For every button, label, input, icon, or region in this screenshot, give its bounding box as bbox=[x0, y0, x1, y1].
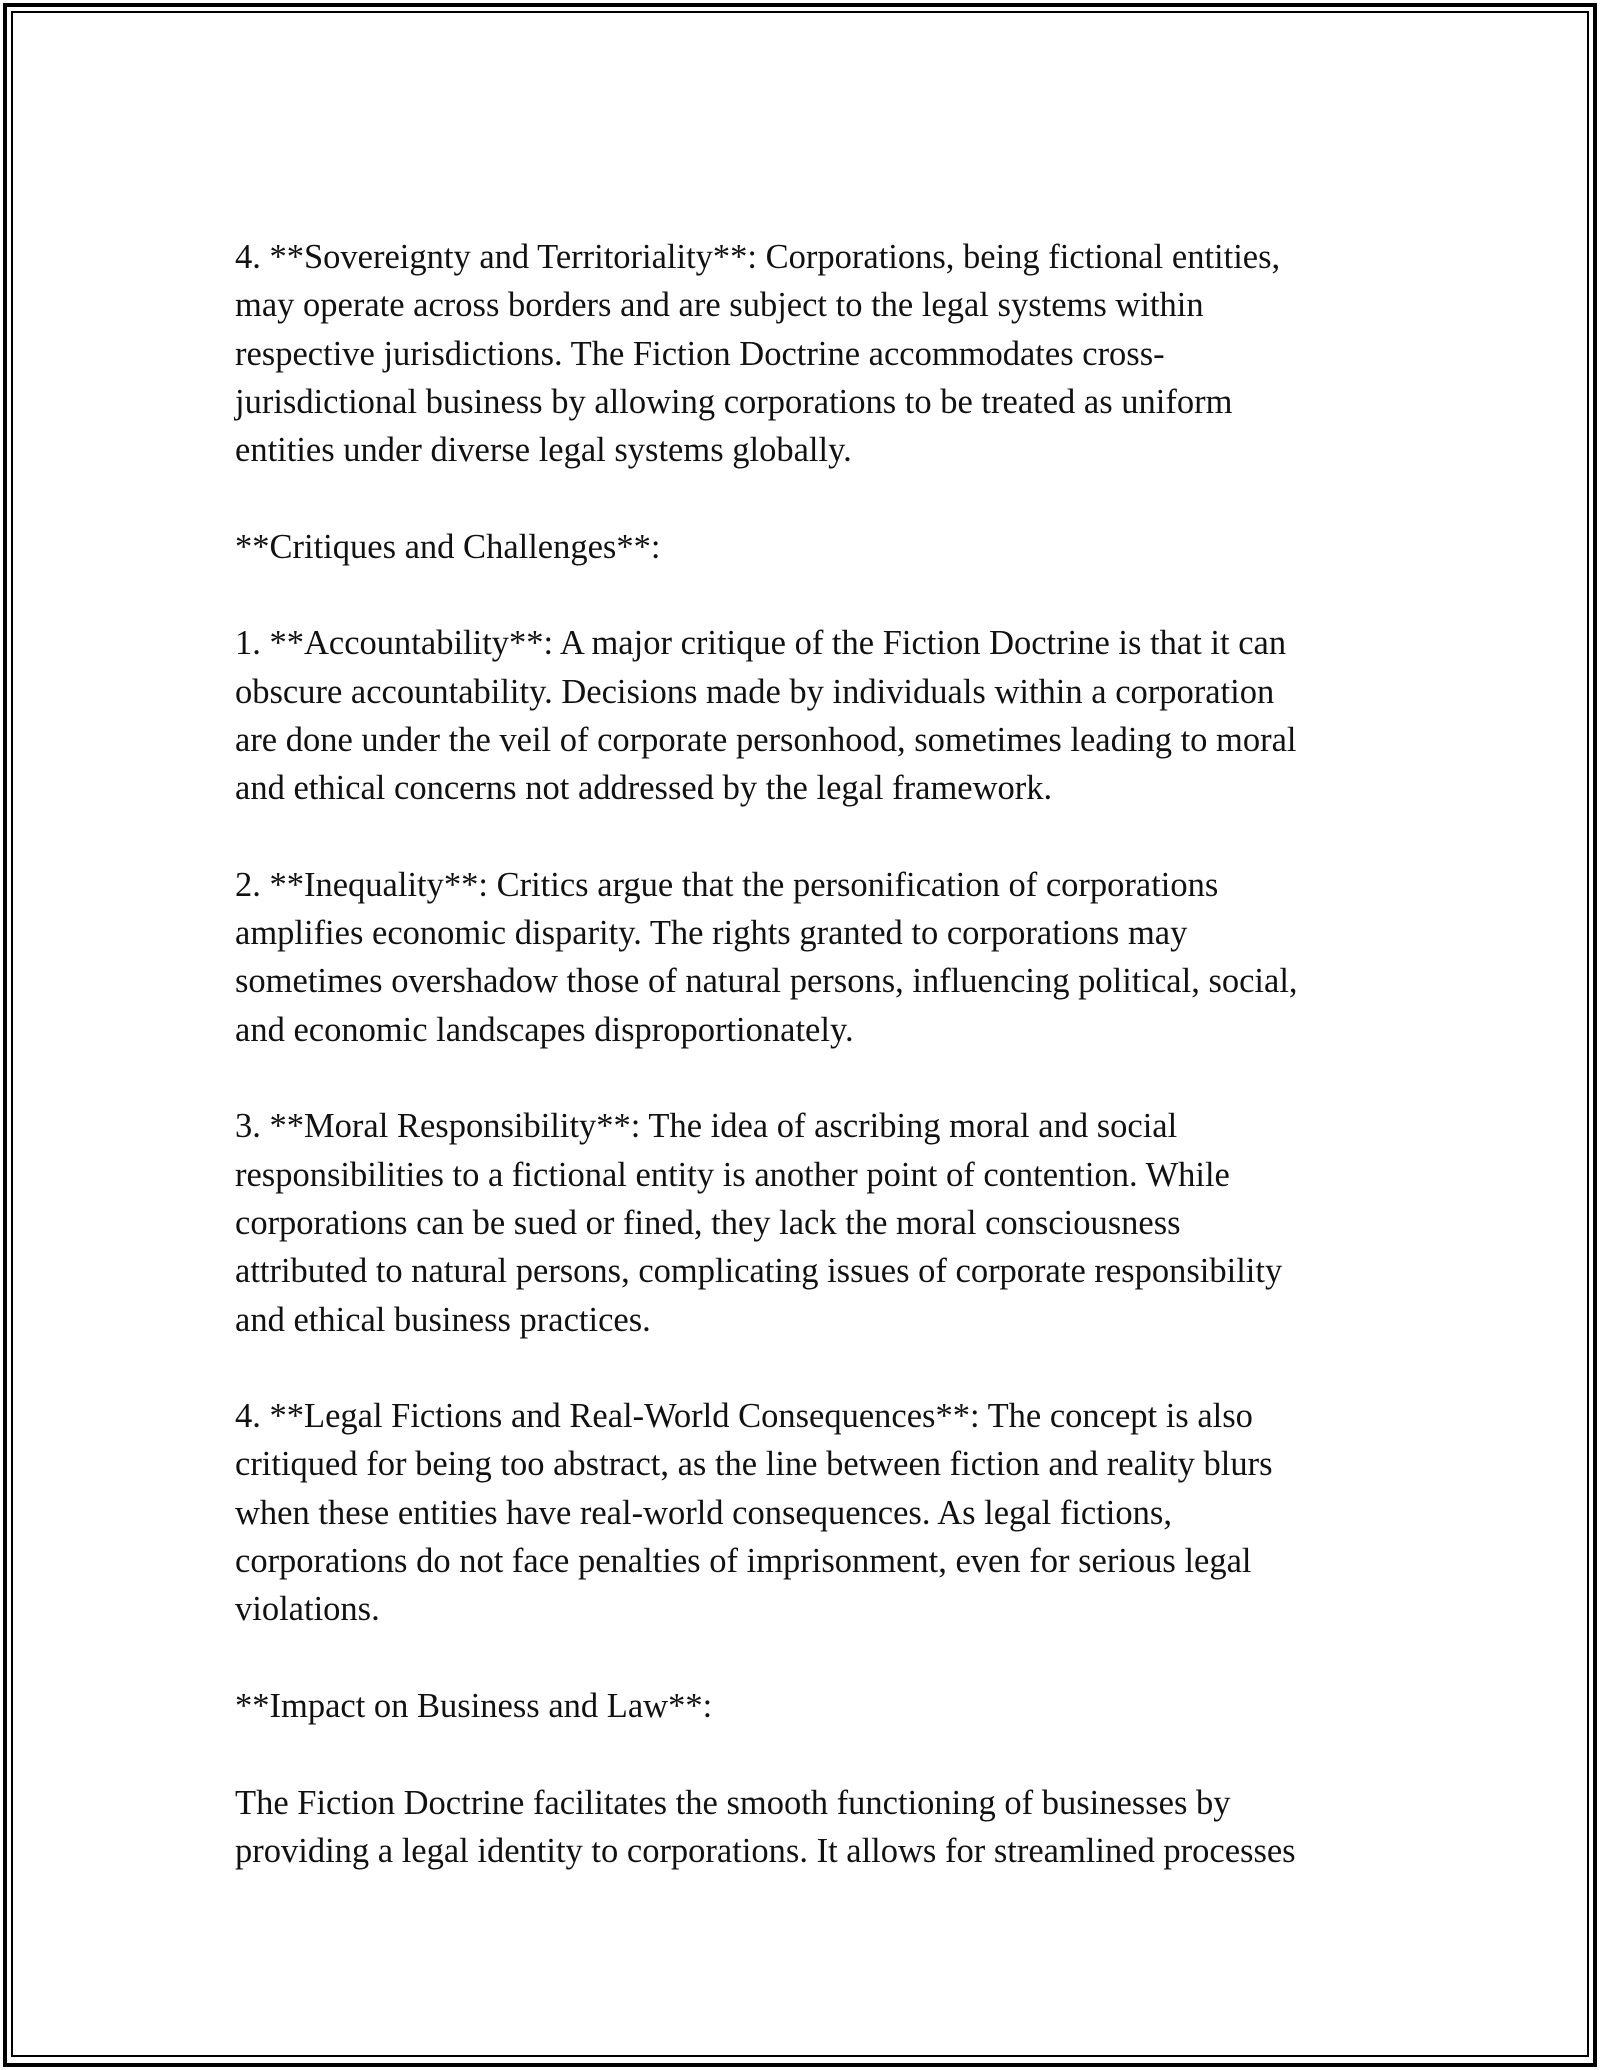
document-body bbox=[235, 233, 1385, 1923]
heading-impact-business-law: **Impact on Business and Law**: bbox=[235, 1686, 713, 1725]
paragraph-fiction-doctrine-impact: The Fiction Doctrine facilitates the smooth functioning of businesses by providing a legal identity to corporations. It allows for streamlined processes bbox=[235, 1783, 1296, 1870]
paragraph-accountability: 1. **Accountability**: A major critique of the Fiction Doctrine is that it can obscure accountability. Decisions made by individuals within a corporation are done under the veil of corporate personhood, sometimes leading to moral and ethical concerns not addressed by the legal framework. bbox=[235, 624, 1297, 808]
paragraph-moral-responsibility: 3. **Moral Responsibility**: The idea of ascribing moral and social responsibilities to a fictional entity is another point of contention. While corporations can be sued or fined, they lack the moral consciousness attributed to natural persons, complicating issues of corporate responsibility and ethical business practices. bbox=[235, 1107, 1283, 1339]
paragraph-sovereignty-territoriality: 4. **Sovereignty and Territoriality**: Corporations, being fictional entities, may operate across borders and are subject to the legal systems within respective jurisdictions. The Fiction Doctrine accommodates cross- jurisdictional business by allowing corporations to be treated as uniform entities under diverse legal systems globally. bbox=[235, 238, 1281, 470]
paragraph-legal-fictions: 4. **Legal Fictions and Real-World Consequences**: The concept is also critiqued for being too abstract, as the line between fiction and reality blurs when these entities have real-world consequences. As legal fictions, corporations do not face penalties of imprisonment, even for serious legal violations. bbox=[235, 1397, 1273, 1629]
paragraph-inequality: 2. **Inequality**: Critics argue that the personification of corporations amplifies economic disparity. The rights granted to corporations may sometimes overshadow those of natural persons, influencing political, social, and economic landscapes disproportionately. bbox=[235, 865, 1298, 1049]
heading-critiques-challenges: **Critiques and Challenges**: bbox=[235, 527, 661, 566]
